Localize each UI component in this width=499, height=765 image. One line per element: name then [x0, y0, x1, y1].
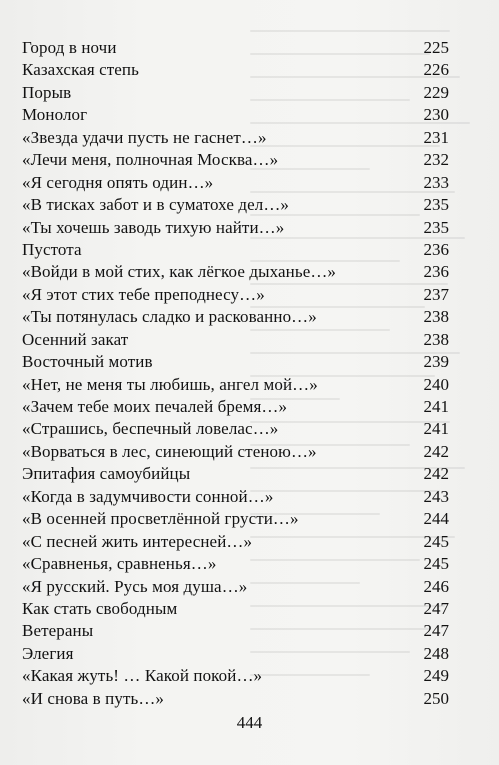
toc-entry-title: Как стать свободным	[22, 598, 178, 618]
toc-entry-title: «Нет, не меня ты любишь, ангел мой…»	[22, 374, 318, 394]
toc-entry-page: 246	[423, 576, 449, 596]
toc-entry	[22, 508, 449, 530]
toc-entry-page: 231	[423, 127, 449, 147]
toc-entry-title: Пустота	[22, 239, 82, 259]
toc-entry-page: 245	[423, 554, 449, 574]
toc-entry-page: 242	[423, 464, 449, 484]
toc-entry-title: «В тисках забот и в суматохе дел…»	[22, 195, 290, 215]
toc-entry-page: 241	[423, 397, 449, 416]
toc-entry-page: 237	[423, 284, 449, 304]
toc-entry-title: «Я сегодня опять один…»	[22, 172, 214, 192]
toc-entry-title: «Зачем тебе моих печалей бремя…»	[22, 397, 288, 416]
toc-entry-page: 236	[423, 239, 449, 259]
toc-entry-page: 226	[423, 60, 449, 80]
toc-entry-title: «Ты потянулась сладко и раскованно…»	[22, 307, 317, 327]
toc-entry	[22, 217, 449, 239]
toc-entry	[22, 553, 449, 575]
toc-entry-page: 245	[423, 531, 449, 551]
toc-entry-title: «Войди в мой стих, как лёгкое дыханье…»	[22, 262, 337, 282]
toc-entry-page: 244	[423, 509, 449, 529]
toc-entry-page: 238	[423, 307, 449, 327]
toc-entry-title: Ветераны	[22, 621, 94, 641]
toc-entry-page: 238	[423, 329, 449, 349]
toc-entry-title: «Сравненья, сравненья…»	[22, 554, 217, 574]
toc-entry-page: 242	[423, 441, 449, 461]
toc-entry-page: 232	[423, 150, 449, 170]
toc-entry	[22, 620, 449, 642]
toc-entry-page: 240	[423, 374, 449, 394]
toc-entry-title: Восточный мотив	[22, 352, 153, 372]
toc-entry-page: 247	[423, 598, 449, 618]
toc-entry	[22, 239, 449, 261]
toc-entry	[22, 441, 449, 463]
toc-entry-title: Осенний закат	[22, 329, 129, 349]
toc-entry-page: 236	[423, 262, 449, 282]
toc-entry	[22, 194, 449, 216]
toc-entry-page: 233	[423, 172, 449, 192]
toc-entry-title: Порыв	[22, 82, 72, 102]
toc-entry-page: 250	[423, 688, 449, 708]
toc-entry-title: Город в ночи	[22, 38, 117, 57]
toc-entry-title: «Я русский. Русь моя душа…»	[22, 576, 248, 596]
toc-entry	[22, 329, 449, 351]
toc-entry	[22, 665, 449, 687]
toc-entry-title: Элегия	[22, 643, 74, 663]
toc-entry-title: «С песней жить интересней…»	[22, 531, 253, 551]
toc-entry	[22, 463, 449, 485]
toc-entry	[22, 688, 449, 710]
toc-entry-page: 247	[423, 621, 449, 641]
toc-entry-page: 248	[423, 643, 449, 663]
toc-entry-page: 241	[423, 419, 449, 439]
toc-entry	[22, 172, 449, 194]
toc-entry-page: 235	[423, 195, 449, 215]
toc-entry-page: 239	[423, 352, 449, 372]
toc-entry	[22, 82, 449, 104]
page-number: 444	[236, 713, 263, 732]
toc-entry	[22, 306, 449, 328]
toc-entry-title: «Какая жуть! … Какой покой…»	[22, 666, 263, 686]
toc-entry	[22, 149, 449, 171]
toc-entry-page: 230	[423, 105, 449, 125]
toc-entry-title: «В осенней просветлённой грусти…»	[22, 509, 299, 529]
toc-entry-page: 229	[423, 82, 449, 102]
toc-entry	[22, 598, 449, 620]
toc-entry-title: Казахская степь	[22, 60, 139, 80]
toc-entry-title: «Звезда удачи пусть не гаснет…»	[22, 127, 267, 147]
toc-entry-title: «И снова в путь…»	[22, 688, 165, 708]
toc-entry-title: «Лечи меня, полночная Москва…»	[22, 150, 279, 170]
toc-entry-title: «Ворваться в лес, синеющий стеною…»	[22, 441, 317, 461]
toc-entry	[22, 351, 449, 373]
toc-entry	[22, 374, 449, 396]
toc-entry-title: «Страшись, беспечный ловелас…»	[22, 419, 279, 439]
toc-entry	[22, 396, 449, 418]
toc-entry-page: 243	[423, 486, 449, 506]
toc-entry	[22, 418, 449, 440]
toc-entry	[22, 37, 449, 59]
toc-entry	[22, 104, 449, 126]
toc-entry	[22, 59, 449, 81]
toc-entry-title: «Когда в задумчивости сонной…»	[22, 486, 274, 506]
toc-entry	[22, 531, 449, 553]
toc-entry-title: «Ты хочешь заводь тихую найти…»	[22, 217, 285, 237]
toc-entry	[22, 576, 449, 598]
toc-entry	[22, 643, 449, 665]
toc-entry	[22, 284, 449, 306]
toc-entry	[22, 127, 449, 149]
toc-entry	[22, 486, 449, 508]
toc-entry-title: Эпитафия самоубийцы	[22, 464, 191, 484]
toc-entry-title: «Я этот стих тебе преподнесу…»	[22, 284, 265, 304]
toc-entry	[22, 261, 449, 283]
toc-entry-page: 249	[423, 666, 449, 686]
table-of-contents	[22, 37, 449, 710]
toc-entry-title: Монолог	[22, 105, 88, 125]
toc-entry-page: 225	[423, 38, 449, 57]
toc-entry-page: 235	[423, 217, 449, 237]
